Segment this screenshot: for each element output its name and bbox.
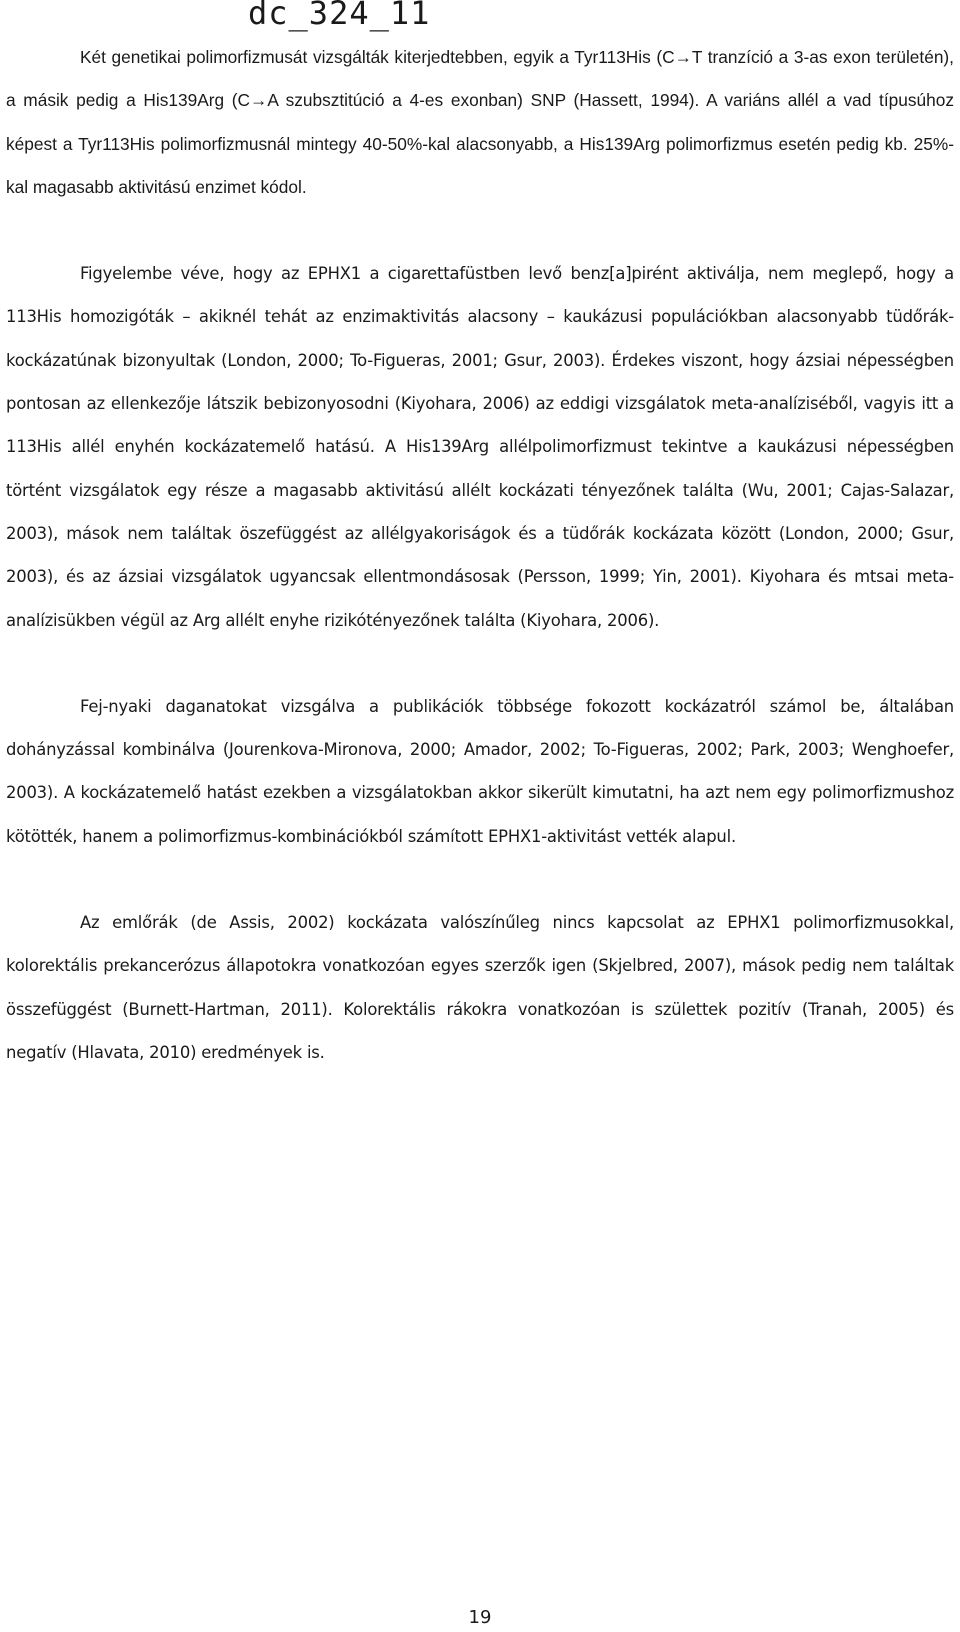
page-body <box>6 36 954 1074</box>
paragraph-head-neck-cancer: Fej-nyaki daganatokat vizsgálva a publikációk többsége fokozott kockázatról számol be, általában dohányzással kombinálva (Jourenkova-Mironova, 2000; Amador, 2002; To-Figueras, 2002; Park, 2003; Wenghoefer, 2003). A kockázatemelő hatást ezekben a vizsgálatokban akkor sikerült kimutatni, ha azt nem egy polimorfizmushoz kötötték, hanem a polimorfizmus-kombinációkból számított EPHX1-aktivitást vették alapul. <box>6 696 954 846</box>
page-number: 19 <box>468 1607 492 1628</box>
paragraph-breast-colorectal: Az emlőrák (de Assis, 2002) kockázata valószínűleg nincs kapcsolat az EPHX1 polimorfizmusokkal, kolorektális prekancerózus állapotokra vonatkozóan egyes szerzők igen (Skjelbred, 2007), mások pedig nem találtak összefüggést (Burnett-Hartman, 2011). Kolorektális rákokra vonatkozóan is születtek pozitív (Tranah, 2005) és negatív (Hlavata, 2010) eredmények is. <box>6 913 954 1062</box>
paragraph-polymorphisms: Két genetikai polimorfizmusát vizsgálták kiterjedtebben, egyik a Tyr113His (C→T tranzíció a 3-as exon területén), a másik pedig a His139Arg (C→A szubsztitúció a 4-es exonban) SNP (Hassett, 1994). A variáns allél a vad típusúhoz képest a Tyr113His polimorfizmusnál mintegy 40-50%-kal alacsonyabb, a His139Arg polimorfizmus esetén pedig kb. 25%-kal magasabb aktivitású enzimet kódol. <box>6 47 954 197</box>
document-id-watermark: dc_324_11 <box>248 0 431 32</box>
paragraph-lung-cancer-risk: Figyelembe véve, hogy az EPHX1 a cigarettafüstben levő benz[a]pirént aktiválja, nem meglepő, hogy a 113His homozigóták – akiknél tehát az enzimaktivitás alacsony – kaukázusi populációkban alacsonyabb tüdőrák-kockázatúnak bizonyultak (London, 2000; To-Figueras, 2001; Gsur, 2003). Érdekes viszont, hogy ázsiai népességben pontosan az ellenkezője látszik bebizonyosodni (Kiyohara, 2006) az eddigi vizsgálatok meta-analíziséből, vagyis itt a 113His allél enyhén kockázatemelő hatású. A His139Arg allélpolimorfizmust tekintve a kaukázusi népességben történt vizsgálatok egy része a magasabb aktivitású allélt kockázati tényezőnek találta (Wu, 2001; Cajas-Salazar, 2003), mások nem találtak öszefüggést az allélgyakoriságok és a tüdőrák kockázata között (London, 2000; Gsur, 2003), és az ázsiai vizsgálatok ugyancsak ellentmondásosak (Persson, 1999; Yin, 2001). Kiyohara és mtsai meta-analízisükben végül az Arg allélt enyhe rizikótényezőnek találta (Kiyohara, 2006). <box>6 264 954 630</box>
